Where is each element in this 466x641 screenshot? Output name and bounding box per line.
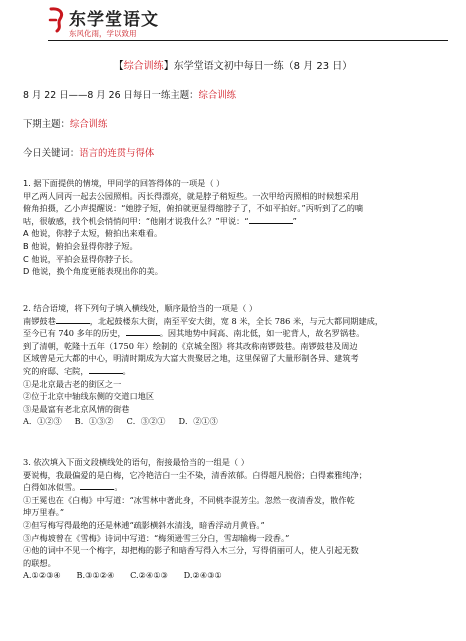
keyword-value: 语言的连贯与得体: [79, 148, 155, 159]
question-2-text: 至今已有 740 多年的历史，: [23, 328, 126, 339]
topic-value: 综合训练: [198, 90, 237, 101]
sentence-item: ②但写梅写得最绝的还是林逋“疏影横斜水清浅，暗香浮动月黄昏。”: [23, 519, 265, 530]
question-1-stem: 1. 据下面提供的情境，甲同学的回答得体的一项是（ ）: [23, 178, 225, 188]
question-3-text: 白得如冰似雪。: [23, 482, 81, 493]
keyword-label: 今日关键词：: [23, 148, 80, 159]
sentence-item: ③是最富有老北京风情的街巷: [23, 403, 130, 414]
topic-line: [23, 87, 236, 101]
next-topic-line: [23, 116, 107, 130]
answer-blank: [126, 327, 160, 336]
keyword-line: [23, 145, 154, 159]
answer-blank: [249, 215, 293, 224]
header-divider: [48, 40, 448, 41]
option-c: C 他说，平拍会显得你脖子长。: [23, 253, 138, 264]
sentence-item: 的联想。: [23, 557, 56, 568]
title-text: 】东学堂语文初中每日一练（8 月 23 日）: [163, 61, 353, 72]
question-2-options: A．①②③ B．①③② C．③②① D．②①③: [23, 416, 218, 427]
question-2-text: 究的府邸、宅院，: [23, 365, 89, 376]
question-2-text: 。因其地势中间高、南北低，如一驼背人，故名罗锅巷。: [159, 328, 365, 339]
question-3-line: 要说梅，我最偏爱的是白梅，它冷艳洁白一尘不染，清香浓郁。白得超凡脱俗；白得素雅纯净；: [23, 469, 367, 480]
title-tag: 综合训练: [123, 61, 164, 72]
question-1-line: [23, 215, 456, 228]
question-1-line: 俯角拍摄，乙小声提醒说：“她脖子短，俯拍就更显得缩脖子了，不如平拍好。”丙听到了乙的嘀: [23, 203, 364, 214]
question-2-stem: 2. 结合语境，将下列句子填入横线处，顺序最恰当的一项是（ ）: [23, 303, 258, 313]
topic-label: 8 月 22 日——8 月 26 日每日一练主题：: [23, 90, 199, 101]
question-2-line: [23, 327, 456, 340]
question-3-text: 。: [114, 482, 123, 493]
next-topic-label: 下期主题：: [23, 119, 70, 130]
answer-blank: [56, 315, 90, 324]
option-a: A 他说，你脖子太短，俯拍出来难看。: [23, 228, 163, 239]
logo-slogan: 东风化雨，学以致用: [69, 29, 137, 38]
sentence-item: ③卢梅坡曾在《雪梅》诗词中写道：“梅须逊雪三分白，雪却输梅一段香。”: [23, 532, 290, 543]
question-1: [23, 177, 456, 278]
sentence-item: ①王冕也在《白梅》中写道：“冰雪林中著此身，不同桃李混芳尘。忽然一夜清香发，散作乾: [23, 494, 355, 505]
question-2-line: 到了清朝，乾隆十五年（1750 年）绘制的《京城全图》将其改称南锣鼓巷。南锣鼓巷及周边: [23, 340, 358, 351]
answer-blank: [80, 481, 114, 490]
sentence-item: ④他的词中不见一个梅字，却把梅的影子和暗香写得入木三分，写得俏丽可人，使人引起无数: [23, 545, 359, 556]
next-topic-value: 综合训练: [69, 119, 108, 130]
answer-blank: [89, 365, 123, 374]
question-3-line: [23, 481, 456, 494]
question-3-options: A.①②③④ B.③①②④ C.②④①③ D.②④③①: [23, 570, 222, 581]
logo-mark-icon: [48, 7, 66, 33]
question-1-text: ”: [292, 215, 297, 226]
question-2-line: [23, 365, 456, 378]
logo-title: 东学堂语文: [69, 10, 159, 30]
question-2-text: ，北起鼓楼东大街，南至平安大街，宽 8 米，全长 786 米，与元大都同期建成，: [89, 315, 384, 326]
question-2-text: 。: [122, 365, 131, 376]
question-2-line: [23, 315, 456, 328]
question-2-text: 南锣鼓巷: [23, 315, 56, 326]
option-b: B 他说，俯拍会显得你脖子短。: [23, 240, 138, 251]
question-2: [23, 302, 456, 428]
question-3: [23, 456, 456, 582]
question-2-line: 区域曾是元大都的中心，明清时期成为大富大贵聚居之地，这里保留了大量形制各异、建筑考: [23, 353, 359, 364]
sentence-item: ①是北京最古老的街区之一: [23, 378, 122, 389]
logo: [48, 6, 188, 38]
question-1-text: 咕，很敏感，找个机会悄悄问甲：“他刚才说我什么？”甲说：“: [23, 215, 249, 226]
question-3-stem: 3. 依次填入下面文段横线处的语句，衔接最恰当的一组是（ ）: [23, 457, 249, 467]
sentence-item: ②位于北京中轴线东侧的交道口地区: [23, 391, 155, 402]
sentence-item: 坤万里春。”: [23, 507, 65, 518]
option-d: D 他说，换个角度更能表现出你的美。: [23, 266, 163, 277]
question-1-line: 甲乙两人同丙一起去公园照相。丙长得漂亮，就是脖子稍短些。一次甲给丙照相的时候想采用: [23, 190, 359, 201]
title-bracket-open: 【: [113, 61, 124, 72]
document-title: [0, 57, 466, 72]
